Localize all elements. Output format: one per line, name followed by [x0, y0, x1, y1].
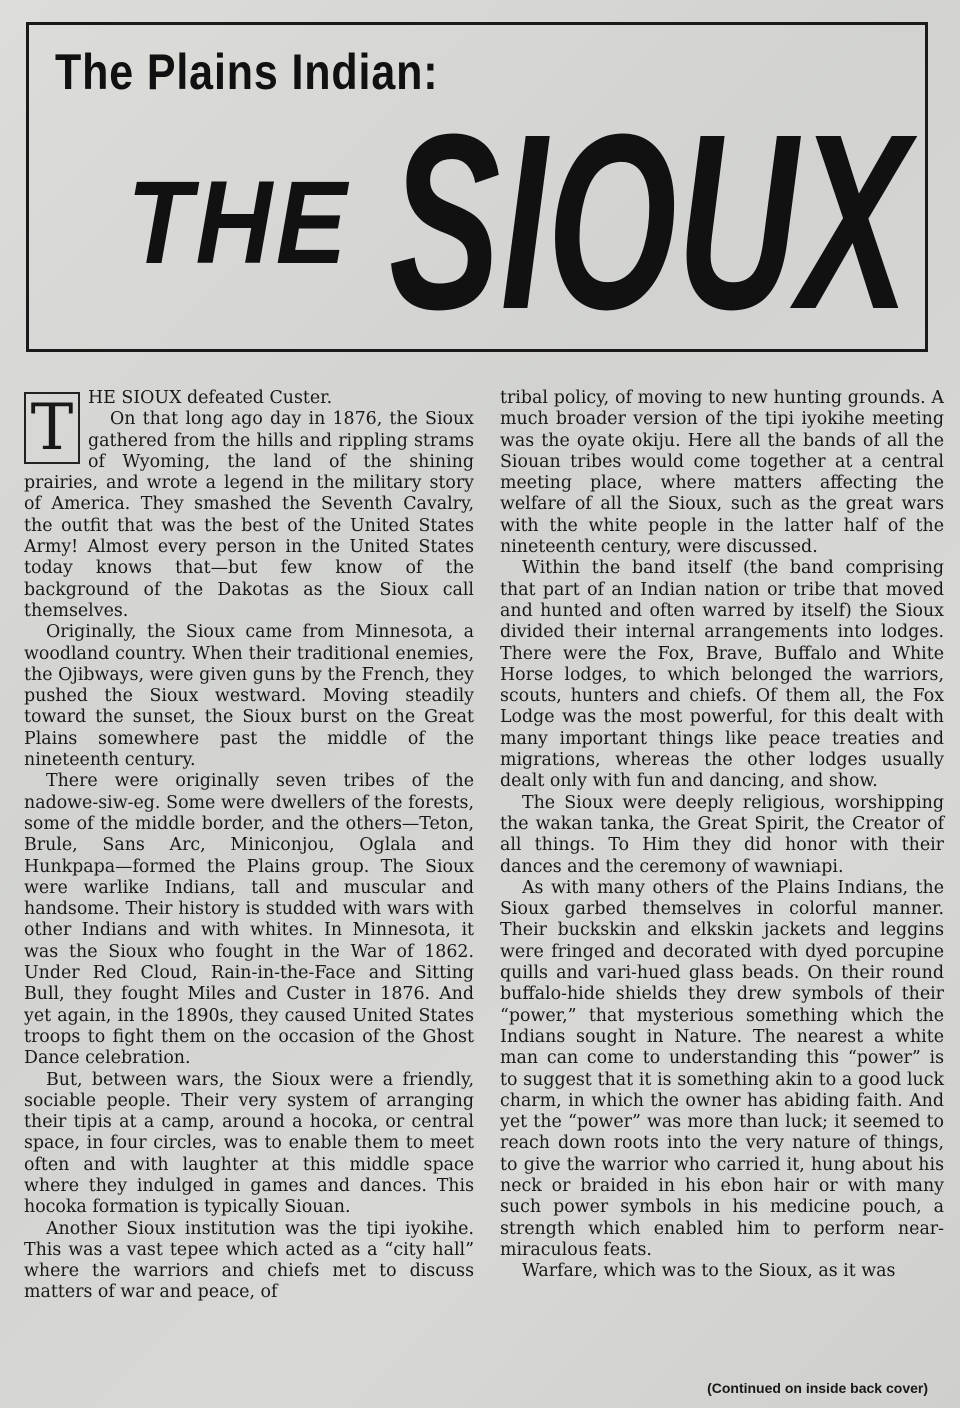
article-paragraph: But, between wars, the Sioux were a friendly, sociable people. Their very system of arranging their tipis at a camp, around a hocoka, or central space, in four circles, was to enable them to meet often and with laughter at this middle space where they indulged in games and dances. This hocoka formation is typically Siouan.	[24, 1069, 474, 1218]
article-paragraph	[24, 388, 474, 465]
article-paragraph: The Sioux were deeply religious, worshipping the wakan tanka, the Great Spirit, the Creator of all things. To Him they did honor with their dances and the ceremony of wawniapi.	[500, 792, 944, 877]
article-paragraph: As with many others of the Plains Indians, the Sioux garbed themselves in colorful manner. Their buckskin and elkskin jackets and leggins were fringed and decorated with dyed porcupine quills and vari-hued glass beads. On their round buffalo-hide shields they drew symbols of their “power,” that mysterious something which the Indians sought in Nature. The nearest a white man can come to understanding this “power” is to suggest that it is something akin to a good luck charm, in which the owner has abiding faith. And yet the “power” was more than luck; it seemed to reach down roots into the very nature of things, to give the warrior who carried it, hung about his neck or braided in his ebon hair or with many such power symbols in his medicine pouch, a strength which enabled him to perform near-miraculous feats.	[500, 877, 944, 1260]
continued-note: (Continued on inside back cover)	[707, 1380, 928, 1396]
article-paragraph: tribal policy, of moving to new hunting grounds. A much broader version of the tipi iyokihe meeting was the oyate okiju. Here all the bands of all the Siouan tribes would come together at a central meeting place, where matters affecting the welfare of all the Sioux, such as the great wars with the white people in the latter half of the nineteenth century, were discussed.	[500, 388, 944, 558]
article-lead: HE SIOUX defeated Custer.	[88, 388, 333, 408]
title-box	[26, 22, 928, 352]
title-sioux-text: SIOUX	[389, 93, 918, 343]
drop-cap: T	[24, 392, 80, 464]
article-column-right	[500, 388, 944, 1282]
title-the: THE	[127, 157, 351, 289]
article-paragraph: Originally, the Sioux came from Minnesota, a woodland country. When their traditional enemies, the Ojibways, were given guns by the French, they pushed the Sioux westward. Moving steadily toward the sunset, the Sioux burst on the Great Plains somewhere past the middle of the nineteenth century.	[24, 622, 474, 771]
subtitle: The Plains Indian:	[55, 44, 439, 100]
article-paragraph: On that long ago day in 1876, the Sioux gathered from the hills and rippling strams of Wyoming, the land of the shining prairies, and wrote a legend in the military story of America. They smashed the Seventh Cavalry, the outfit that was the best of the United States Army! Almost every person in the United States today knows that—but few know of the background of the Dakotas as the Sioux call themselves.	[24, 409, 474, 621]
article-column-left	[24, 388, 474, 1304]
article-paragraph: Within the band itself (the band comprising that part of an Indian nation or tribe that moved and hunted and often warred by itself) the Sioux divided their internal arrangements into lodges. There were the Fox, Brave, Buffalo and White Horse lodges, to which belonged the warriors, scouts, hunters and chiefs. Of them all, the Fox Lodge was the most powerful, for this dealt with many important things like peace treaties and migrations, whereas the other lodges usually dealt only with fun and dancing, and show.	[500, 558, 944, 792]
article-paragraph: There were originally seven tribes of the nadowe-siw-eg. Some were dwellers of the forests, some of the middle border, and the others—Teton, Brule, Sans Arc, Miniconjou, Oglala and Hunkpapa—formed the Plains group. The Sioux were warlike Indians, tall and muscular and handsome. Their history is studded with wars with other Indians and with whites. In Minnesota, it was the Sioux who fought in the War of 1862. Under Red Cloud, Rain-in-the-Face and Sitting Bull, they fought Miles and Custer in 1876. And yet again, in the 1890s, they caused United States troops to fight them on the occasion of the Ghost Dance celebration.	[24, 771, 474, 1069]
article-paragraph: Warfare, which was to the Sioux, as it was	[522, 1261, 896, 1282]
title-sioux	[389, 93, 919, 343]
article-paragraph: Another Sioux institution was the tipi iyokihe. This was a vast tepee which acted as a “city hall” where the warriors and chiefs met to discuss matters of war and peace, of	[24, 1218, 474, 1303]
